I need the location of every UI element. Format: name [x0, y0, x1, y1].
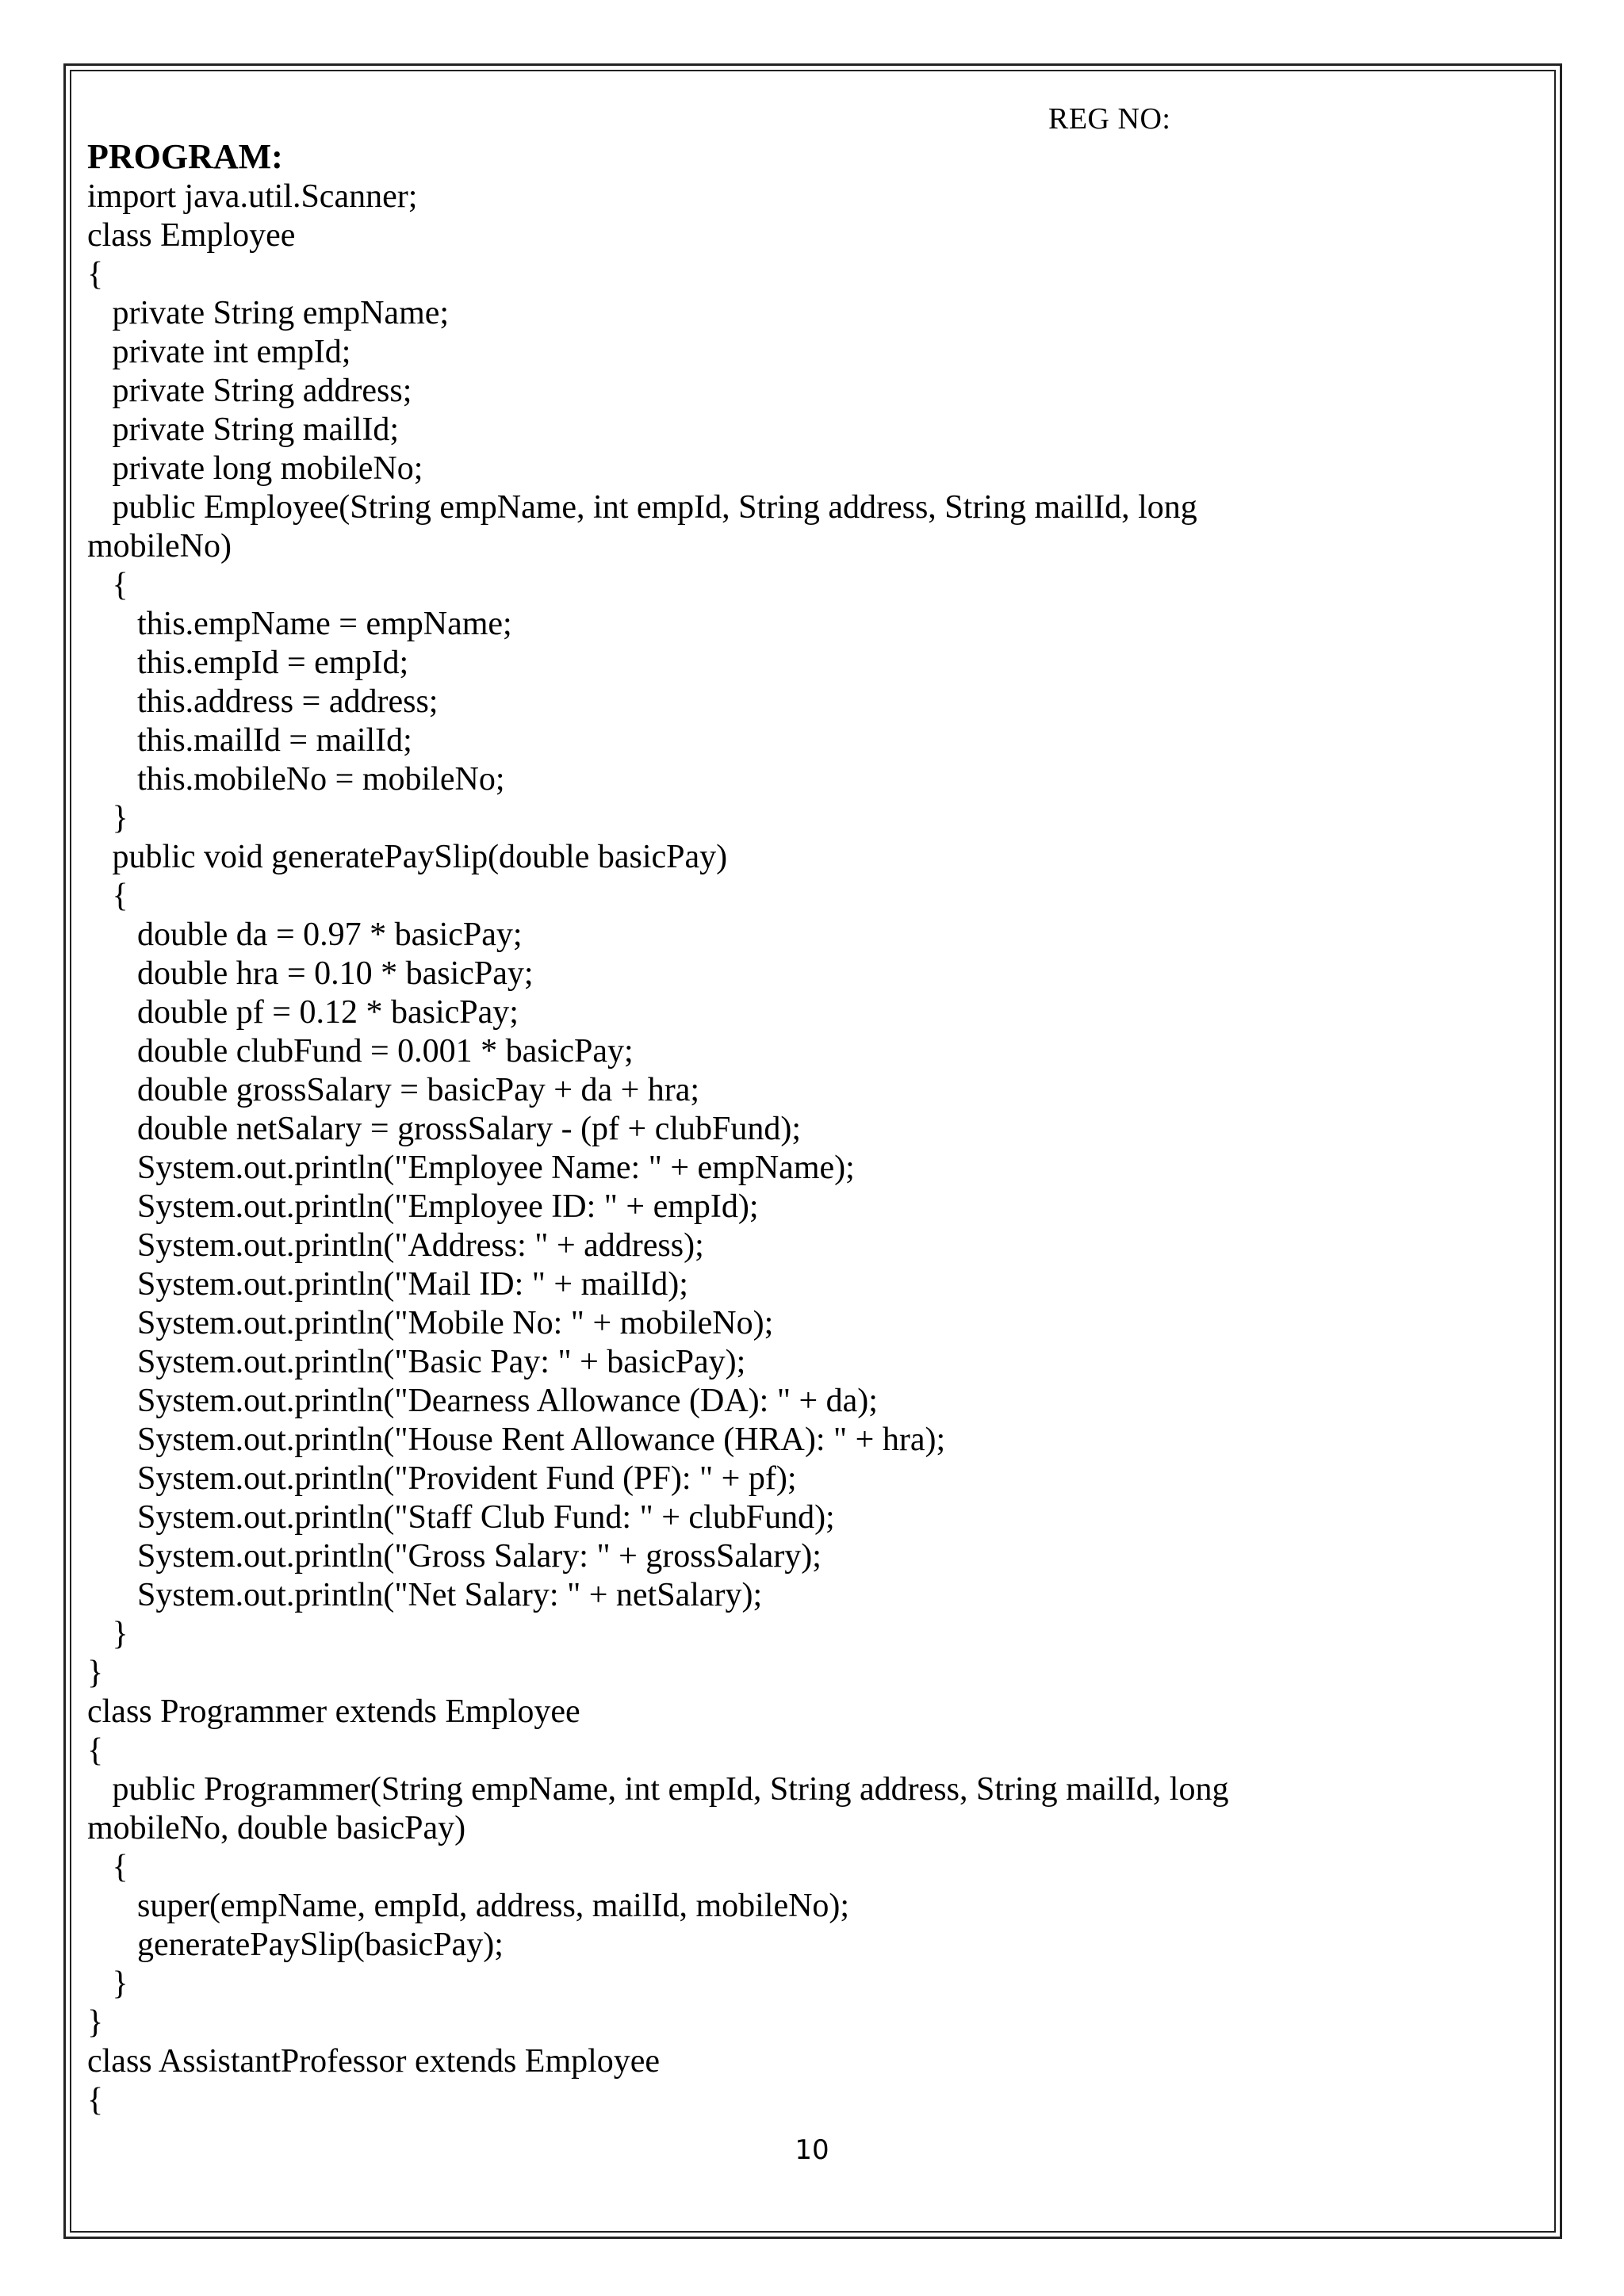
code-line: class AssistantProfessor extends Employee: [87, 2043, 661, 2080]
code-line: private int empId;: [87, 334, 351, 370]
code-line: public void generatePaySlip(double basicPay): [87, 839, 728, 875]
code-line: {: [87, 567, 128, 603]
code-line: System.out.println("Dearness Allowance (DA): " + da);: [87, 1383, 878, 1419]
code-line: double netSalary = grossSalary - (pf + clubFund);: [87, 1111, 802, 1147]
code-line: this.mobileNo = mobileNo;: [87, 761, 505, 798]
code-line: }: [87, 1965, 128, 2002]
code-line: System.out.println("House Rent Allowance (HRA): " + hra);: [87, 1422, 946, 1458]
code-line: double grossSalary = basicPay + da + hra;: [87, 1072, 700, 1108]
page-number: 10: [795, 2134, 829, 2166]
code-line: }: [87, 800, 128, 836]
code-line: System.out.println("Provident Fund (PF): " + pf);: [87, 1460, 797, 1497]
code-line: System.out.println("Employee Name: " + empName);: [87, 1150, 855, 1186]
code-line: private long mobileNo;: [87, 450, 423, 487]
code-line: }: [87, 1655, 104, 1691]
code-line: System.out.println("Employee ID: " + empId);: [87, 1188, 759, 1225]
code-line: this.empId = empId;: [87, 645, 409, 681]
reg-no-label: REG NO:: [1048, 102, 1171, 136]
code-line: {: [87, 1732, 104, 1769]
code-line: System.out.println("Mail ID: " + mailId);: [87, 1266, 688, 1303]
code-line: class Programmer extends Employee: [87, 1693, 580, 1730]
code-line: private String address;: [87, 373, 412, 409]
code-line: System.out.println("Staff Club Fund: " + clubFund);: [87, 1499, 835, 1536]
code-line: this.address = address;: [87, 683, 439, 720]
code-line: double pf = 0.12 * basicPay;: [87, 994, 519, 1031]
code-line: class Employee: [87, 217, 296, 254]
code-line: System.out.println("Address: " + address);: [87, 1227, 704, 1264]
code-line: public Programmer(String empName, int empId, String address, String mailId, long: [87, 1771, 1229, 1808]
code-line: private String empName;: [87, 295, 450, 331]
code-line: generatePaySlip(basicPay);: [87, 1927, 504, 1963]
code-line: private String mailId;: [87, 411, 400, 448]
code-line: super(empName, empId, address, mailId, mobileNo);: [87, 1888, 850, 1924]
section-title: PROGRAM:: [87, 137, 283, 176]
code-line: System.out.println("Net Salary: " + netSalary);: [87, 1577, 763, 1613]
code-line: System.out.println("Mobile No: " + mobileNo);: [87, 1305, 774, 1341]
code-line: {: [87, 1849, 128, 1885]
code-line: }: [87, 1616, 128, 1652]
code-line: {: [87, 878, 128, 914]
code-line: {: [87, 2082, 104, 2118]
code-line: this.empName = empName;: [87, 606, 512, 642]
code-line: {: [87, 256, 104, 293]
code-line: this.mailId = mailId;: [87, 722, 412, 759]
code-line: public Employee(String empName, int empId, String address, String mailId, long: [87, 489, 1197, 526]
code-line: double clubFund = 0.001 * basicPay;: [87, 1033, 634, 1070]
code-block: [87, 178, 1530, 2120]
code-line: double da = 0.97 * basicPay;: [87, 916, 523, 953]
code-line: }: [87, 2004, 104, 2041]
code-line: import java.util.Scanner;: [87, 178, 418, 215]
code-line: mobileNo, double basicPay): [87, 1810, 466, 1846]
code-line: double hra = 0.10 * basicPay;: [87, 955, 534, 992]
code-line: System.out.println("Gross Salary: " + grossSalary);: [87, 1538, 822, 1575]
code-line: System.out.println("Basic Pay: " + basicPay);: [87, 1344, 746, 1380]
code-line: mobileNo): [87, 528, 232, 564]
